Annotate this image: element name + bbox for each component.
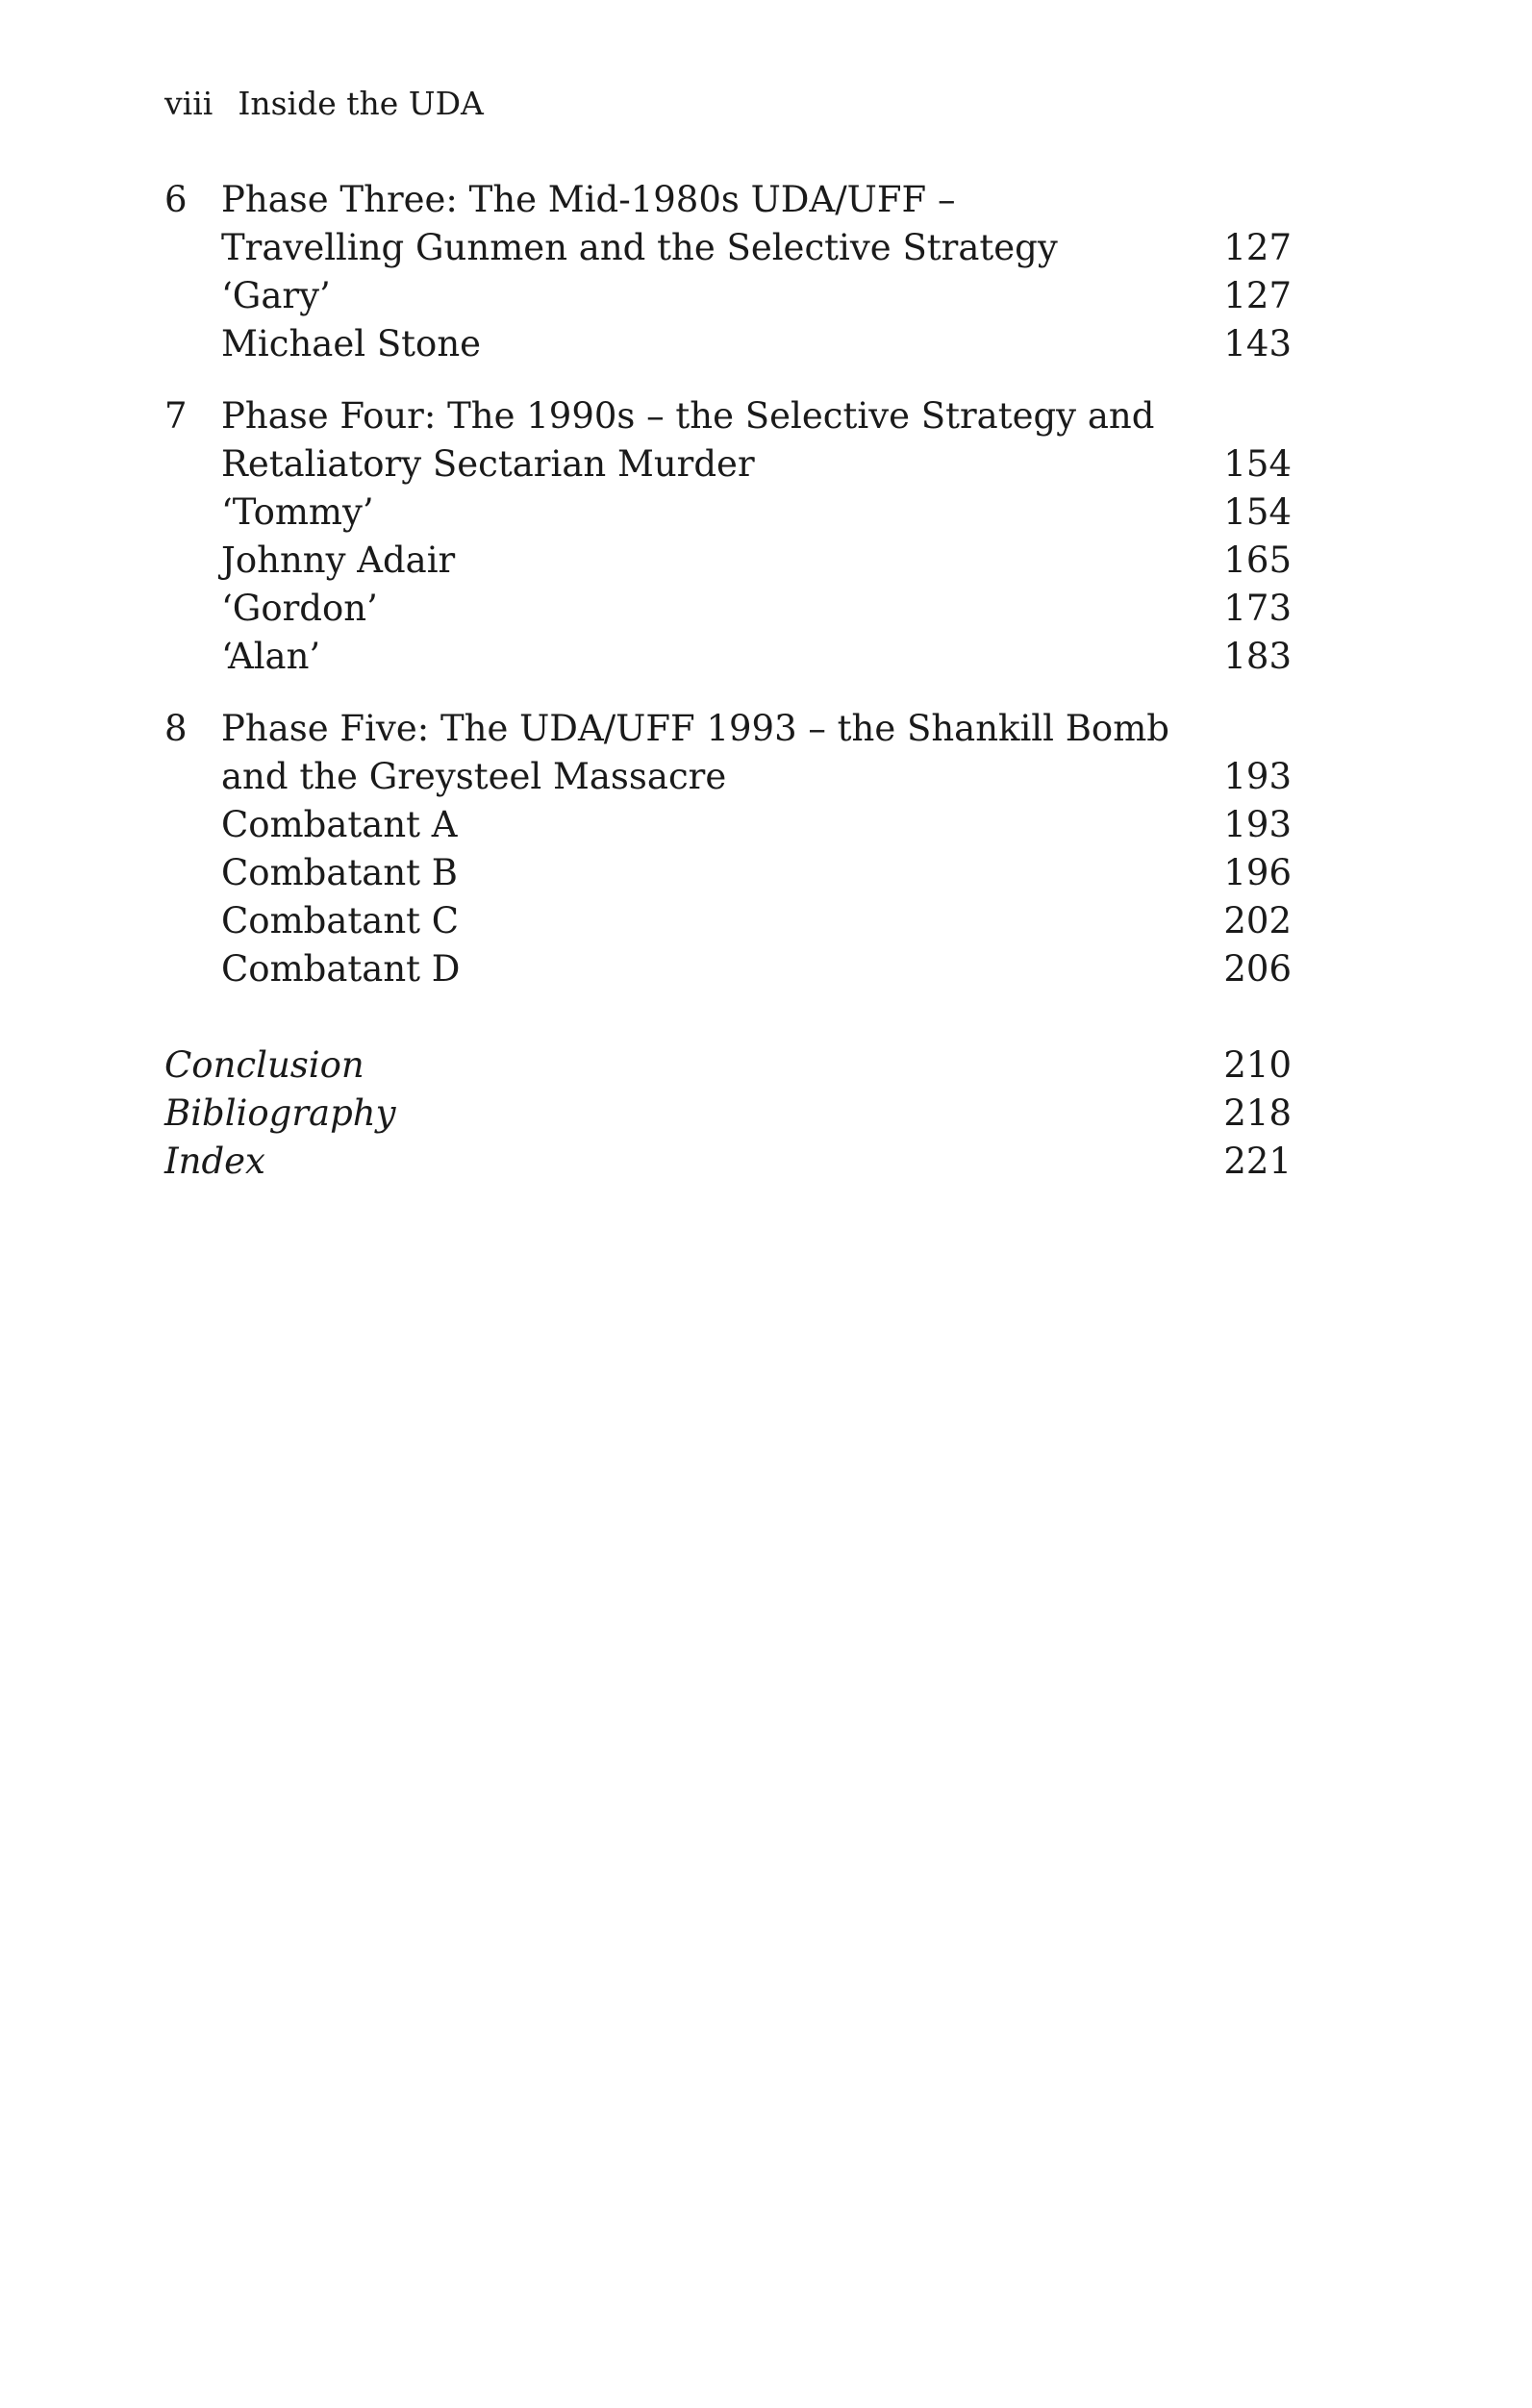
running-head-title: Inside the UDA <box>238 85 484 122</box>
toc-section-entry <box>164 537 1292 585</box>
toc-section-entry <box>164 585 1292 633</box>
page-number: 127 <box>1223 275 1292 316</box>
page-folio: viii <box>164 85 213 122</box>
chapter-title: and the Greysteel Massacre <box>221 756 727 797</box>
page-number: 193 <box>1223 804 1292 845</box>
chapter-number: 8 <box>164 708 188 749</box>
page-number: 196 <box>1223 852 1292 893</box>
toc-backmatter-entry <box>164 1090 1292 1138</box>
chapter-title-line <box>164 392 1292 440</box>
section-title: Michael Stone <box>221 323 482 364</box>
chapter-title: Phase Four: The 1990s – the Selective Strategy and <box>221 395 1155 437</box>
running-head <box>164 85 484 123</box>
section-title: Combatant C <box>221 900 460 941</box>
toc-section-entry <box>164 633 1292 681</box>
backmatter-title: Conclusion <box>164 1044 364 1086</box>
page-number: 173 <box>1223 588 1292 629</box>
toc-chapter-8 <box>164 705 1292 993</box>
backmatter-title: Index <box>164 1141 265 1182</box>
chapter-title: Phase Five: The UDA/UFF 1993 – the Shankill Bomb <box>221 708 1169 749</box>
chapter-title-line <box>164 176 1292 224</box>
chapter-title: Retaliatory Sectarian Murder <box>221 443 755 485</box>
page-number: 127 <box>1223 227 1292 268</box>
page-number: 221 <box>1223 1141 1292 1182</box>
page-number: 154 <box>1223 443 1292 485</box>
page-number: 202 <box>1223 900 1292 941</box>
page-number: 193 <box>1223 756 1292 797</box>
section-title: ‘Gordon’ <box>221 588 378 629</box>
chapter-title-line <box>164 224 1292 272</box>
section-title: ‘Alan’ <box>221 636 321 677</box>
page-number: 143 <box>1223 323 1292 364</box>
page-number: 206 <box>1223 948 1292 990</box>
toc-section-entry <box>164 897 1292 945</box>
toc-section-entry <box>164 489 1292 537</box>
page-number: 210 <box>1223 1044 1292 1086</box>
toc-section-entry <box>164 272 1292 320</box>
toc-section-entry <box>164 320 1292 368</box>
section-title: ‘Gary’ <box>221 275 331 316</box>
page-number: 218 <box>1223 1092 1292 1134</box>
chapter-title-line <box>164 440 1292 489</box>
toc-backmatter <box>164 1041 1292 1186</box>
table-of-contents <box>164 176 1292 1186</box>
page-number: 183 <box>1223 636 1292 677</box>
backmatter-title: Bibliography <box>164 1092 396 1134</box>
page-number: 154 <box>1223 491 1292 533</box>
toc-section-entry <box>164 849 1292 897</box>
section-title: Combatant B <box>221 852 458 893</box>
toc-section-entry <box>164 945 1292 993</box>
chapter-title-line <box>164 753 1292 801</box>
chapter-title: Phase Three: The Mid-1980s UDA/UFF – <box>221 179 956 220</box>
section-title: Johnny Adair <box>221 539 456 581</box>
section-title: ‘Tommy’ <box>221 491 374 533</box>
section-title: Combatant A <box>221 804 458 845</box>
chapter-title-line <box>164 705 1292 753</box>
page-number: 165 <box>1223 539 1292 581</box>
chapter-number: 7 <box>164 395 188 437</box>
chapter-title: Travelling Gunmen and the Selective Strategy <box>221 227 1058 268</box>
toc-chapter-7 <box>164 392 1292 681</box>
toc-chapter-6 <box>164 176 1292 368</box>
chapter-number: 6 <box>164 179 188 220</box>
toc-backmatter-entry <box>164 1041 1292 1090</box>
toc-backmatter-entry <box>164 1138 1292 1186</box>
section-title: Combatant D <box>221 948 461 990</box>
toc-section-entry <box>164 801 1292 849</box>
